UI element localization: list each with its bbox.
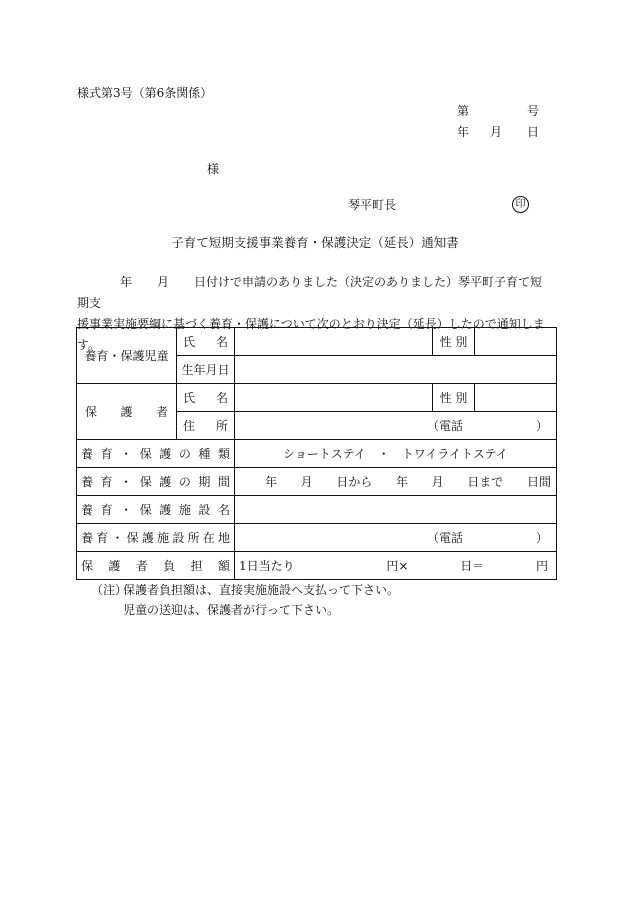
tel-close: ） [535, 530, 548, 545]
note-line-1: （注）保護者負担額は、直接実施施設へ支払って下さい。 [91, 583, 400, 597]
facility-name-field[interactable] [235, 496, 557, 524]
body-month: 月 [157, 275, 170, 289]
care-period-label: 養 育 ・ 保 護 の 期 間 [77, 468, 235, 496]
table-row [77, 468, 557, 496]
child-label: 養育・保護児童 [77, 328, 177, 384]
document-number-suffix: 号 [527, 104, 540, 118]
child-name-field[interactable] [235, 328, 433, 356]
table-row [77, 440, 557, 468]
guardian-gender-field[interactable] [475, 384, 557, 412]
document-title: 子育て短期支援事業養育・保護決定（延長）通知書 [171, 235, 459, 250]
facility-location-field[interactable] [235, 524, 557, 552]
table-row [77, 524, 557, 552]
care-period-field[interactable]: 年 月 日から 年 月 日まで 日間 [235, 468, 557, 496]
date-month-label: 月 [490, 125, 503, 139]
child-gender-field[interactable] [475, 328, 557, 356]
table-row [77, 496, 557, 524]
decision-table [76, 327, 557, 580]
table-row [77, 552, 557, 580]
issuer-name: 琴平町長 [348, 198, 397, 212]
document-number-prefix: 第 [457, 104, 470, 118]
note-label: （注） [91, 583, 128, 597]
tel-open: （電話 [427, 418, 464, 433]
body-line1: 日付けで申請のありました（決定のありました）琴平町子育て短期支 [77, 275, 543, 310]
note-line-2: 児童の送迎は、保護者が行って下さい。 [123, 603, 340, 617]
form-number: 様式第3号（第6条関係） [77, 86, 213, 100]
child-name-label: 氏 名 [177, 328, 235, 356]
care-type-label: 養 育 ・ 保 護 の 種 類 [77, 440, 235, 468]
child-birthdate-label: 生年月日 [177, 356, 235, 384]
tel-open: （電話 [427, 530, 464, 545]
addressee-suffix: 様 [207, 162, 220, 176]
body-line2: 援事業実施要綱に基づく養育・保護について次のとおり決定（延長）したので通知します。 [77, 317, 545, 352]
guardian-label: 保 護 者 [77, 384, 177, 440]
child-birthdate-field[interactable] [235, 356, 557, 384]
guardian-burden-label: 保 護 者 負 担 額 [77, 552, 235, 580]
body-year: 年 [120, 275, 133, 289]
seal-stamp: 印 [512, 196, 529, 213]
tel-close: ） [535, 418, 548, 433]
date-year-label: 年 [457, 125, 470, 139]
guardian-name-label: 氏 名 [177, 384, 235, 412]
facility-location-label: 養 育 ・ 保 護 施 設 所 在 地 [77, 524, 235, 552]
facility-name-label: 養 育 ・ 保 護 施 設 名 [77, 496, 235, 524]
guardian-gender-label: 性 別 [433, 384, 475, 412]
guardian-address-field[interactable] [235, 412, 557, 440]
guardian-burden-field[interactable]: 1日当たり 円× 日＝ 円 [235, 552, 557, 580]
care-type-value: ショートステイ ・ トワイライトステイ [235, 440, 557, 468]
child-gender-label: 性 別 [433, 328, 475, 356]
guardian-name-field[interactable] [235, 384, 433, 412]
table-row [77, 328, 557, 356]
table-row [77, 384, 557, 412]
guardian-address-label: 住 所 [177, 412, 235, 440]
date-day-label: 日 [527, 125, 540, 139]
